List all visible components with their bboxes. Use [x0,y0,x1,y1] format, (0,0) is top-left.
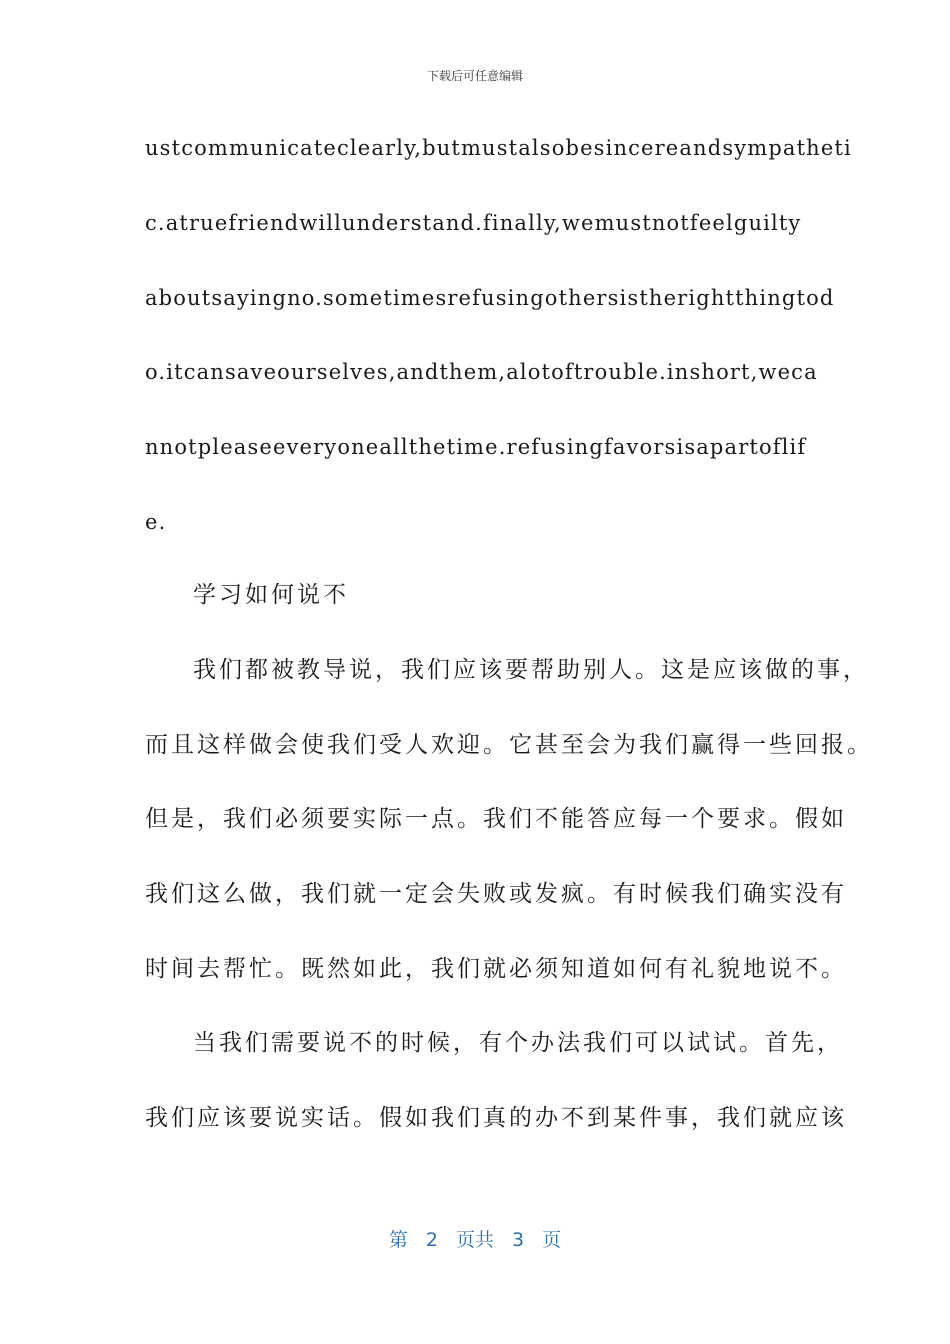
english-line-1: ustcommunicateclearly,butmustalsobesincereandsympatheti [145,136,852,160]
page-header: 下载后可任意编辑 [426,69,523,83]
english-line-4: o.itcansaveourselves,andthem,alotoftrouble.inshort,weca [145,360,818,384]
paragraph1-line-3: 但是，我们必须要实际一点。我们不能答应每一个要求。假如 [145,806,847,832]
paragraph1-line-4: 我们这么做，我们就一定会失败或发疯。有时候我们确实没有 [145,881,847,907]
paragraph1-line-2: 而且这样做会使我们受人欢迎。它甚至会为我们赢得一些回报。 [145,732,873,758]
paragraph2-line-1: 当我们需要说不的时候，有个办法我们可以试试。首先， [193,1030,843,1056]
footer-label-end: 页 [542,1229,562,1251]
english-line-2: c.atruefriendwillunderstand.finally,wemustnotfeelguilty [145,211,802,235]
english-line-3: aboutsayingno.sometimesrefusingothersistherightthingtod [145,286,835,310]
english-line-5: nnotpleaseeveryoneallthetime.refusingfavorsisapartoflif [145,435,807,459]
paragraph1-line-1: 我们都被教导说，我们应该要帮助别人。这是应该做的事， [193,657,869,683]
paragraph2-line-2: 我们应该要说实话。假如我们真的办不到某件事，我们就应该 [145,1105,847,1131]
footer-label-of: 页共 [455,1229,494,1251]
footer-total-pages: 3 [512,1229,525,1251]
chinese-title: 学习如何说不 [193,582,349,608]
page-footer [0,1225,950,1252]
footer-current-page: 2 [425,1229,438,1251]
paragraph1-line-5: 时间去帮忙。既然如此，我们就必须知道如何有礼貌地说不。 [145,956,847,982]
footer-label-page: 第 [388,1229,408,1251]
english-line-6: e. [145,510,167,534]
